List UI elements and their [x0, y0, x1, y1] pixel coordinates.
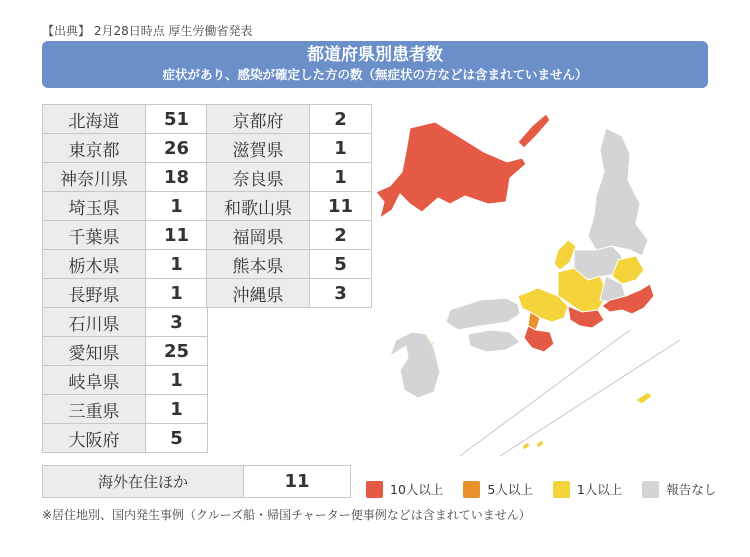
prefecture-name: 東京都 — [43, 134, 146, 163]
legend-label: 1人以上 — [576, 482, 623, 497]
legend-swatch — [366, 481, 383, 498]
patient-count: 2 — [310, 221, 372, 250]
legend — [366, 480, 736, 498]
patient-count: 3 — [146, 308, 208, 337]
prefecture-name: 北海道 — [43, 105, 146, 134]
patient-count: 3 — [310, 279, 372, 308]
chart-title: 都道府県別患者数 — [307, 45, 443, 65]
table-row — [207, 105, 372, 134]
prefecture-name: 岐阜県 — [43, 366, 146, 395]
legend-label: 5人以上 — [487, 482, 533, 497]
okinawa-region — [636, 392, 652, 404]
patient-count: 5 — [310, 250, 372, 279]
table-row — [207, 221, 372, 250]
prefecture-name: 和歌山県 — [207, 192, 310, 221]
table-row — [43, 337, 208, 366]
table-row — [43, 279, 208, 308]
shikoku-region — [468, 330, 520, 352]
prefecture-name: 石川県 — [43, 308, 146, 337]
table-row — [207, 163, 372, 192]
chart-subtitle: 症状があり、感染が確定した方の数（無症状の方などは含まれていません） — [162, 67, 588, 82]
legend-swatch — [642, 481, 659, 498]
table-row — [43, 366, 208, 395]
prefecture-name: 千葉県 — [43, 221, 146, 250]
inset-divider-2 — [500, 340, 680, 456]
table-row — [43, 308, 208, 337]
patient-count: 2 — [310, 105, 372, 134]
prefecture-name: 福岡県 — [207, 221, 310, 250]
legend-label: 10人以上 — [390, 482, 444, 497]
hokkaido-region — [376, 122, 526, 218]
table-row — [43, 192, 208, 221]
hokkaido-islands — [518, 114, 550, 148]
title-banner — [42, 41, 708, 88]
wakayama-region — [524, 326, 554, 352]
patient-count: 11 — [310, 192, 372, 221]
prefecture-name: 神奈川県 — [43, 163, 146, 192]
patient-count: 25 — [146, 337, 208, 366]
patient-count: 5 — [146, 424, 208, 453]
legend-item — [366, 480, 443, 498]
table-row — [43, 221, 208, 250]
table-row — [43, 395, 208, 424]
prefecture-name: 埼玉県 — [43, 192, 146, 221]
table-row — [207, 250, 372, 279]
overseas-label: 海外在住ほか — [43, 466, 244, 498]
table-row — [207, 134, 372, 163]
legend-item — [463, 480, 532, 498]
legend-swatch — [553, 481, 570, 498]
patient-count: 51 — [146, 105, 208, 134]
prefecture-name: 三重県 — [43, 395, 146, 424]
footnote: ※居住地別、国内発生事例（クルーズ船・帰国チャーター便事例などは含まれていません） — [42, 508, 531, 522]
ishikawa-region — [554, 240, 576, 270]
table-row — [43, 105, 208, 134]
patient-count: 1 — [146, 279, 208, 308]
prefecture-name: 愛知県 — [43, 337, 146, 366]
patient-count: 1 — [146, 395, 208, 424]
table-row — [43, 424, 208, 453]
japan-map — [360, 100, 690, 460]
legend-item — [553, 480, 622, 498]
prefecture-table-right — [206, 104, 372, 308]
legend-item — [642, 480, 716, 498]
patient-count: 1 — [146, 366, 208, 395]
table-row — [43, 250, 208, 279]
prefecture-name: 長野県 — [43, 279, 146, 308]
patient-count: 26 — [146, 134, 208, 163]
tohoku-region — [588, 128, 648, 256]
patient-count: 1 — [146, 250, 208, 279]
overseas-table — [42, 465, 351, 498]
prefecture-name: 大阪府 — [43, 424, 146, 453]
prefecture-name: 沖縄県 — [207, 279, 310, 308]
legend-label: 報告なし — [666, 482, 717, 497]
table-row — [207, 279, 372, 308]
okinawa-islands — [522, 440, 544, 450]
table-row — [43, 163, 208, 192]
table-row — [43, 134, 208, 163]
chugoku-region — [446, 298, 520, 330]
table-row — [207, 192, 372, 221]
table-row — [43, 466, 351, 498]
prefecture-table-left — [42, 104, 208, 453]
patient-count: 1 — [310, 134, 372, 163]
prefecture-name: 滋賀県 — [207, 134, 310, 163]
patient-count: 1 — [310, 163, 372, 192]
prefecture-name: 栃木県 — [43, 250, 146, 279]
source-note: 【出典】 2月28日時点 厚生労働省発表 — [42, 24, 253, 38]
legend-swatch — [463, 481, 480, 498]
prefecture-name: 奈良県 — [207, 163, 310, 192]
patient-count: 11 — [146, 221, 208, 250]
patient-count: 1 — [146, 192, 208, 221]
overseas-count: 11 — [244, 466, 351, 498]
patient-count: 18 — [146, 163, 208, 192]
prefecture-name: 京都府 — [207, 105, 310, 134]
prefecture-name: 熊本県 — [207, 250, 310, 279]
